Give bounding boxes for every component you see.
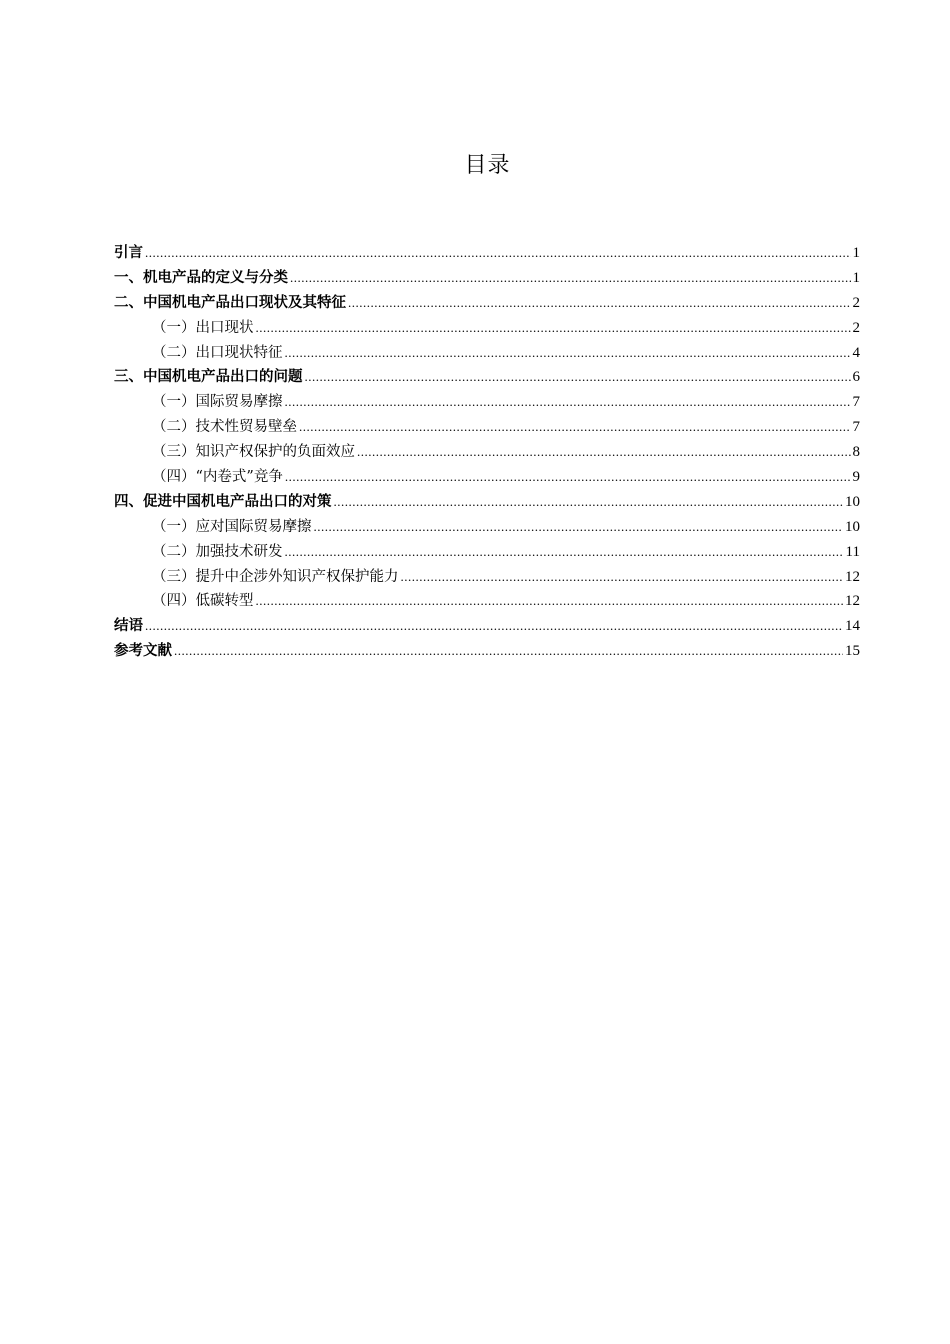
toc-subentry[interactable] (114, 441, 860, 466)
toc-entry[interactable] (114, 491, 860, 516)
toc-page-number: 9 (852, 469, 860, 486)
toc-entry-label: 二、中国机电产品出口现状及其特征 (114, 294, 346, 311)
toc-entry-label: （二）技术性贸易壁垒 (152, 419, 297, 436)
toc-entry-label: 三、中国机电产品出口的问题 (114, 369, 303, 386)
toc-entry-label: （一）出口现状 (152, 319, 254, 336)
toc-subentry[interactable] (114, 391, 860, 416)
toc-entry[interactable] (114, 366, 860, 391)
toc-dot-leader (256, 590, 844, 612)
toc-page-number: 7 (852, 394, 860, 411)
toc-page-number: 10 (845, 518, 860, 535)
toc-dot-leader (314, 516, 844, 538)
toc-dot-leader (290, 267, 851, 289)
toc-entry-label: （一）应对国际贸易摩擦 (152, 518, 312, 535)
toc-subentry[interactable] (114, 342, 860, 367)
toc-page-number: 15 (845, 643, 860, 660)
toc-entry-label: （二）出口现状特征 (152, 344, 283, 361)
toc-entry[interactable] (114, 615, 860, 640)
toc-page-number: 1 (852, 245, 860, 261)
toc-subentry[interactable] (114, 416, 860, 441)
toc-dot-leader (285, 466, 851, 488)
toc-dot-leader (285, 342, 851, 364)
toc-dot-leader (401, 566, 844, 588)
toc-entry[interactable] (114, 640, 860, 665)
toc-dot-leader (174, 640, 843, 662)
toc-page-number: 12 (845, 593, 860, 610)
toc-entry[interactable] (114, 292, 860, 317)
toc-page-number: 7 (852, 419, 860, 436)
toc-page-number: 11 (845, 543, 860, 560)
toc-subentry[interactable] (114, 590, 860, 615)
toc-entry-label: （三）提升中企涉外知识产权保护能力 (152, 568, 399, 585)
toc-page-number: 12 (845, 568, 860, 585)
toc-entry-label: （二）加强技术研发 (152, 543, 283, 560)
toc-subentry[interactable] (114, 317, 860, 342)
toc-subentry[interactable] (114, 566, 860, 591)
toc-page-number: 2 (852, 319, 860, 336)
toc-subentry[interactable] (114, 541, 860, 566)
toc-page-number: 1 (852, 269, 860, 286)
toc-page-number: 2 (852, 294, 860, 311)
toc-page-number: 10 (845, 493, 860, 510)
toc-title: 目录 (464, 153, 511, 178)
toc-dot-leader (348, 292, 851, 314)
toc-page-number: 8 (852, 444, 860, 461)
toc-entry[interactable] (114, 267, 860, 292)
toc-dot-leader (299, 416, 851, 438)
toc-entry-label: （三）知识产权保护的负面效应 (152, 444, 355, 461)
toc-dot-leader (285, 541, 844, 563)
toc-subentry[interactable] (114, 516, 860, 541)
toc-entry-label: 引言 (114, 245, 143, 261)
toc-dot-leader (334, 491, 844, 513)
toc-entry-label: 参考文献 (114, 643, 172, 660)
toc-dot-leader (145, 615, 843, 637)
toc-entry-label: 一、机电产品的定义与分类 (114, 269, 288, 286)
toc-subentry[interactable] (114, 466, 860, 491)
toc-dot-leader (256, 317, 851, 339)
toc-dot-leader (285, 391, 851, 413)
toc-dot-leader (305, 366, 851, 388)
toc-dot-leader (145, 242, 851, 264)
toc-page-number: 4 (852, 344, 860, 361)
toc-page-number: 14 (845, 618, 860, 635)
toc-entry-label: 结语 (114, 618, 143, 635)
toc-page-number: 6 (852, 369, 860, 386)
toc-entry-label: （四）“内卷式”竞争 (152, 469, 283, 486)
toc-entry[interactable] (114, 242, 860, 267)
toc-entry-label: （四）低碳转型 (152, 593, 254, 610)
toc-entry-label: 四、促进中国机电产品出口的对策 (114, 493, 332, 510)
toc-entry-label: （一）国际贸易摩擦 (152, 394, 283, 411)
toc-dot-leader (357, 441, 851, 463)
table-of-contents (114, 242, 860, 665)
